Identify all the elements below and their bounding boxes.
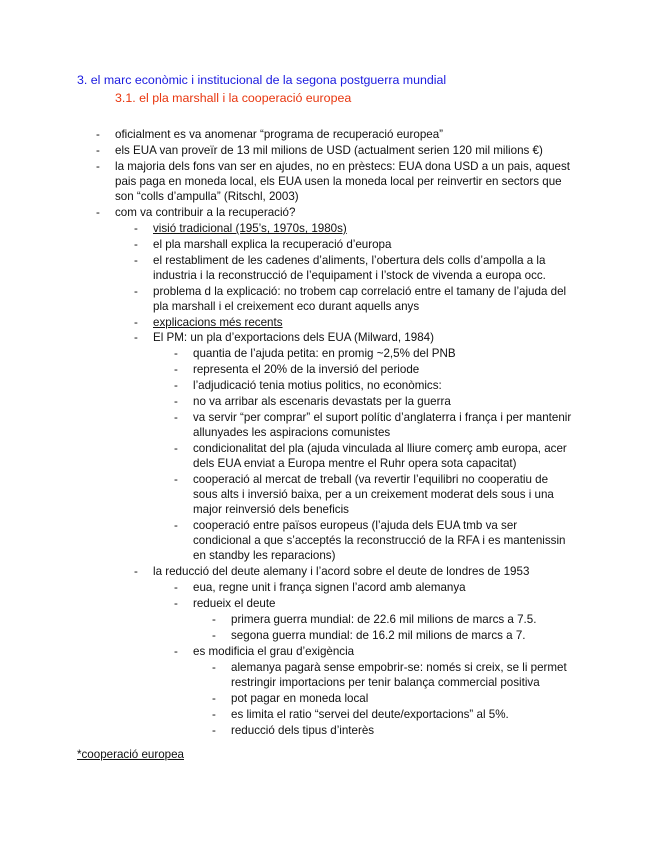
bullet-european-coop-line-2: condicional a que s’acceptés la reconstrucció de la RFA i es mantenissin: [193, 534, 566, 547]
bullet-aid-amount: quantia de l’ajuda petita: en promig ~2,5% del PNB: [193, 347, 456, 360]
bullet-contribution-question: com va contribuir a la recuperació?: [115, 206, 296, 219]
bullet-dash: -: [134, 238, 138, 251]
bullet-buy-support-line-1: va servir “per comprar” el suport polític d’anglaterra i frança i per mantenir: [193, 411, 572, 424]
bullet-dash: -: [134, 222, 138, 235]
bullet-germany-pays-line-1: alemanya pagarà sense empobrir-se: només si creix, se li permet: [231, 661, 567, 674]
bullet-ww2-debt: segona guerra mundial: de 16.2 mil milions de marcs a 7.: [231, 629, 526, 642]
bullet-dash: -: [134, 331, 138, 344]
bullet-grants-line-3: son “colls d’ampulla” (Ritschl, 2003): [115, 190, 299, 203]
bullet-european-coop-line-3: en standby les reparacions): [193, 549, 336, 562]
bullet-demand-modified: es modificia el grau d’exigència: [193, 645, 355, 658]
bullet-dash: -: [174, 347, 178, 360]
bullet-ratio-limit: es limita el ratio “servei del deute/exportacions” al 5%.: [231, 708, 509, 721]
bullet-germany-pays-line-2: restringir importacions per tenir balança commercial positiva: [231, 676, 540, 689]
bullet-dash: -: [212, 613, 216, 626]
bullet-dash: -: [212, 661, 216, 674]
recent-explanations-heading: explicacions més recents: [153, 316, 283, 329]
bullet-dash: -: [134, 285, 138, 298]
bullet-dash: -: [212, 708, 216, 721]
bullet-grants-line-2: pais paga en moneda local, els EUA usen la moneda local per reinvertir en sectors que: [115, 175, 562, 188]
bullet-dash: -: [174, 473, 178, 486]
bullet-dash: -: [174, 411, 178, 424]
bullet-dash: -: [174, 597, 178, 610]
bullet-restoration-line-1: el restabliment de les cadenes d’aliments, l’obertura dels colls d’ampolla a la: [153, 254, 546, 267]
bullet-dash: -: [134, 254, 138, 267]
bullet-dash: -: [96, 160, 100, 173]
bullet-dash: -: [174, 519, 178, 532]
bullet-problem-line-2: pla marshall i el creixement eco durant aquells anys: [153, 300, 420, 313]
bullet-labor-line-1: cooperació al mercat de treball (va revertir l’equilibri no cooperatiu de: [193, 473, 549, 486]
subsection-heading: 3.1. el pla marshall i la cooperació europea: [115, 91, 352, 105]
bullet-dash: -: [174, 442, 178, 455]
bullet-buy-support-line-2: allunyades les aspiracions comunistes: [193, 426, 391, 439]
bullet-political-motives: l’adjudicació tenia motius politics, no econòmics:: [193, 379, 442, 392]
bullet-dash: -: [174, 645, 178, 658]
bullet-dash: -: [174, 363, 178, 376]
bullet-dash: -: [174, 379, 178, 392]
bullet-debt-reduced: redueix el deute: [193, 597, 276, 610]
bullet-ww1-debt: primera guerra mundial: de 22.6 mil milions de marcs a 7.5.: [231, 613, 537, 626]
traditional-view-heading: visió tradicional (195’s, 1970s, 1980s): [153, 222, 347, 235]
bullet-dash: -: [174, 581, 178, 594]
bullet-conditionality-line-1: condicionalitat del pla (ajuda vinculada al lliure comerç amb europa, acer: [193, 442, 567, 455]
bullet-dash: -: [174, 395, 178, 408]
bullet-problem-line-1: problema d la explicació: no trobem cap correlació entre el tamany de l’ajuda del: [153, 285, 567, 298]
bullet-devastated-scenarios: no va arribar als escenaris devastats per la guerra: [193, 395, 451, 408]
bullet-european-coop-line-1: cooperació entre països europeus (l’ajuda dels EUA tmb va ser: [193, 519, 518, 532]
bullet-labor-line-2: sous alts i inversió baixa, per a un creixement moderat dels sous i una: [193, 488, 554, 501]
bullet-usd-amount: els EUA van proveïr de 13 mil milions de USD (actualment serien 120 mil milions €): [115, 144, 543, 157]
bullet-restoration-line-2: industria i la reconstrucció de l’equipament i l’stock de vivenda a europa occ.: [153, 269, 546, 282]
bullet-dash: -: [212, 692, 216, 705]
bullet-agreement-signed: eua, regne unit i frança signen l’acord amb alemanya: [193, 581, 466, 594]
footer-link-cooperacio: *cooperació europea: [77, 748, 184, 761]
bullet-local-currency: pot pagar en moneda local: [231, 692, 369, 705]
bullet-dash: -: [134, 316, 138, 329]
bullet-grants-line-1: la majoria dels fons van ser en ajudes, no en prèstecs: EUA dona USD a un pais, aquest: [115, 160, 570, 173]
bullet-dash: -: [96, 128, 100, 141]
section-heading: 3. el marc econòmic i institucional de la segona postguerra mundial: [77, 73, 447, 87]
bullet-dash: -: [212, 629, 216, 642]
bullet-export-plan: El PM: un pla d’exportacions dels EUA (Milward, 1984): [153, 331, 434, 344]
bullet-investment-share: representa el 20% de la inversió del periode: [193, 363, 420, 376]
bullet-official-name: oficialment es va anomenar “programa de recuperació europea”: [115, 128, 444, 141]
bullet-dash: -: [134, 565, 138, 578]
bullet-dash: -: [96, 206, 100, 219]
bullet-dash: -: [96, 144, 100, 157]
bullet-marshall-explains: el pla marshall explica la recuperació d’europa: [153, 238, 392, 251]
bullet-dash: -: [212, 724, 216, 737]
bullet-labor-line-3: major reinversió dels beneficis: [193, 503, 349, 516]
bullet-interest-reduction: reducció dels tipus d’interès: [231, 724, 375, 737]
bullet-german-debt: la reducció del deute alemany i l’acord sobre el deute de londres de 1953: [153, 565, 530, 578]
bullet-conditionality-line-2: dels EUA enviat a Europa mentre el Ruhr opera sota capacitat): [193, 457, 517, 470]
